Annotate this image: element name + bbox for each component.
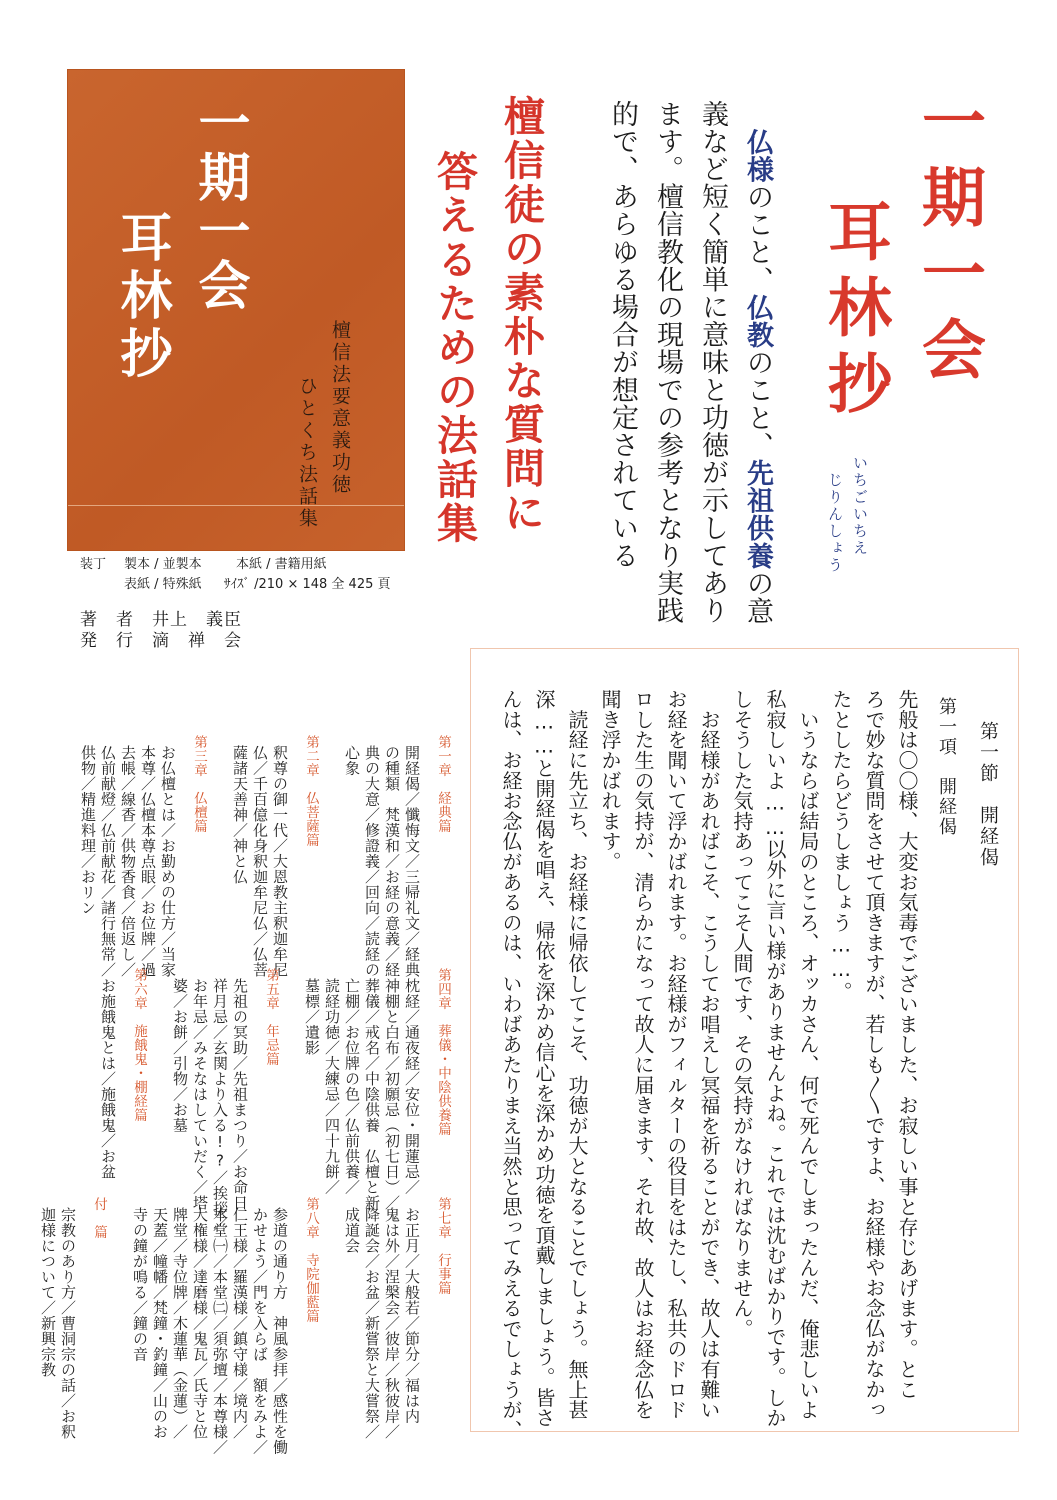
- sample-text-column: 深……と開経偈を唱え、帰依を深かめ信心を深かめ功徳を頂戴しましょう。皆さ: [532, 689, 556, 1428]
- toc-entry-line: 仁王様／羅漢様／鎮守様／境内／: [231, 1207, 249, 1440]
- toc-entry-line: お年忌／みそなはしていだく／塔: [191, 978, 209, 1211]
- toc-entry-line: 鬼は外／涅槃会／彼岸／秋彼岸／: [383, 1207, 401, 1440]
- spec-size: ｻｲｽﾞ /210 × 148 全 425 頁: [224, 577, 391, 592]
- intro-keyword: 仏様: [742, 128, 773, 184]
- intro-text-segment: のこと、: [742, 183, 773, 294]
- toc-row: [79, 735, 453, 978]
- author-name: 井上 義臣: [152, 610, 242, 630]
- intro-keyword: 先祖供養: [742, 459, 773, 570]
- sample-text-column: いうならば結局のところ、オッカさん、何で死んでしまったんだ、俺悲しいよ: [796, 689, 820, 1420]
- publisher-name: 滴 禅 会: [152, 631, 242, 651]
- section-heading: 第一節 開経偈: [977, 721, 999, 868]
- toc-chapter-heading: 第四章 葬儀・中陰供養篇: [435, 968, 451, 1136]
- sample-text-column: 読経に先立ち、お経様に帰依してこそ、功徳が大となることでしょう。無上甚: [565, 689, 589, 1420]
- book-specs: [80, 555, 391, 595]
- toc-entry-line: 仏前献燈／仏前献花／諸行無常／: [99, 745, 117, 978]
- intro-column: [687, 100, 732, 640]
- intro-text-segment: のこと、: [742, 348, 773, 460]
- toc-entry-line: お正月／大般若／節分／福は内: [403, 1207, 421, 1424]
- main-title-line-2: 耳林抄: [817, 198, 892, 426]
- toc-entry-line: 降誕会／お盆／新嘗祭と大嘗祭／: [363, 1207, 381, 1440]
- intro-text: [597, 100, 777, 640]
- toc-entry-line: 読経功徳／大練忌／四十九餅／: [323, 978, 341, 1195]
- intro-text-segment: 義など短く簡単に意味と功徳が示してあり: [697, 100, 728, 625]
- toc-row: [39, 1197, 453, 1455]
- sample-text-column: お経を聞いて浮かばれます。お経様がフィルターの役目をはたし、私共のドロド: [664, 689, 688, 1420]
- toc-chapter-heading: 付 篇: [91, 1197, 107, 1239]
- toc-entry-line: 大権様／達磨様／鬼瓦／氏寺と位: [191, 1207, 209, 1440]
- sample-excerpt-box: [470, 648, 1019, 1441]
- sample-body-text: [493, 689, 922, 1441]
- main-title-line-1: 一期一会: [911, 88, 986, 392]
- intro-text-segment: ます。檀信教化の現場での参考となり実践: [652, 100, 683, 625]
- toc-entry-line: かせよう／門を入らば 額をみよ／: [251, 1207, 269, 1455]
- toc-entry-line: 典の大意／修證義／回向／読経の: [363, 745, 381, 978]
- toc-entry-line: の種類 梵漢和／お経の意義／経: [383, 745, 401, 978]
- toc-entry-line: 牌堂／寺位牌／木蓮華（金蓮）／: [171, 1207, 189, 1440]
- toc-entry-line: 葬儀／戒名／中陰供養 仏檀と新: [363, 978, 381, 1211]
- publisher-label: 発 行: [80, 631, 134, 651]
- toc-entry-line: 墓標／遺影: [303, 978, 321, 1056]
- toc-chapter-heading: 第一章 経典篇: [435, 735, 451, 833]
- toc-chapter-heading: 第二章 仏菩薩篇: [303, 735, 319, 847]
- toc-entry-line: 先祖の冥助／先祖まつり／お命日: [231, 978, 249, 1211]
- toc-chapter-heading: 第六章 施餓鬼・棚経篇: [131, 968, 147, 1122]
- toc-entry-line: 供物／精進料理／おリン: [79, 745, 97, 916]
- spec-cover-paper: 表紙 / 特殊紙: [124, 577, 202, 592]
- headline-line-1: 檀信徒の素朴な質問に: [497, 95, 545, 535]
- cover-fold-line: [68, 505, 404, 506]
- sample-text-column: ロした生の気持が、清らかになって故人に届きます、それ故、故人はお経念仏を: [631, 689, 655, 1420]
- toc-chapter-heading: 第三章 仏檀篇: [191, 735, 207, 833]
- toc-entry-line: お仏檀とは／お勤めの仕方／当家: [159, 745, 177, 978]
- toc-entry-line: 開経偈／懺悔文／三帰礼文／経典: [403, 745, 421, 978]
- toc-entry-line: 本堂㈠／本堂㈡／須弥壇／本尊様／: [211, 1207, 229, 1455]
- toc-chapter-heading: 第五章 年忌篇: [263, 968, 279, 1066]
- intro-keyword: 仏教: [742, 293, 773, 349]
- toc-chapter-heading: 第七章 行事篇: [435, 1197, 451, 1295]
- sample-text-column: ろで妙な質問をさせて頂きますが、若しも〱ですよ、お経様やお念仏がなかっ: [862, 689, 886, 1420]
- intro-column: [642, 100, 687, 640]
- cover-subtitle-line-1: 檀信法要意義功徳: [329, 320, 351, 496]
- book-cover-image: [68, 70, 404, 550]
- toc-entry-line: 神棚と白布／初願忌（初七日）／: [383, 978, 401, 1211]
- toc-entry-line: 釈尊の御一代／大恩教主釈迦牟尼: [271, 745, 289, 978]
- toc-entry-line: 薩諸天善神／神と仏: [231, 745, 249, 885]
- toc-entry-line: 婆／お餅／引物／お墓: [171, 978, 189, 1133]
- intro-text-segment: 的で、あらゆる場合が想定されている: [607, 100, 638, 570]
- sample-text-column: たとしたらどうしましょう……。: [829, 689, 853, 1002]
- intro-column: [732, 100, 777, 640]
- toc-entry-line: 参道の通り方 神風参拝／感性を働: [271, 1207, 289, 1455]
- toc-entry-line: 寺の鐘が鳴る／鐘の音: [131, 1207, 149, 1362]
- toc-entry-line: 心象: [343, 745, 361, 776]
- credits: [80, 610, 242, 652]
- toc-entry-line: 成道会: [343, 1207, 361, 1254]
- sample-text-column: 聞き浮かばれます。: [598, 689, 622, 872]
- toc-entry-line: 亡棚／お位牌の色／仏前供養／: [343, 978, 361, 1195]
- furigana-line-2: じりんしょう: [826, 472, 844, 574]
- spec-binding: 製本 / 並製本: [124, 557, 202, 572]
- toc-entry-line: お施餓鬼とは／施餓鬼／お盆: [99, 978, 117, 1180]
- intro-column: [597, 100, 642, 640]
- sample-text-column: お経様があればこそ、こうしてお唱えし冥福を祈ることができ、故人は有難い: [697, 689, 721, 1420]
- sample-text-column: 先般は〇〇様、大変お気毒でございました、お寂しい事と存じあげます。とこ: [895, 689, 919, 1400]
- headline-line-2: 答えるための法話集: [430, 150, 478, 546]
- cover-title-line-1: 一期一会: [189, 96, 250, 312]
- furigana-line-1: いちごいちえ: [851, 455, 869, 557]
- sample-text-column: 私寂しいよ……以外に言い様がありませんよね。これでは沈むばかりです。しか: [763, 689, 787, 1428]
- toc-chapter-heading: 第八章 寺院伽藍篇: [303, 1197, 319, 1323]
- cover-title-line-2: 耳林抄: [111, 210, 172, 384]
- intro-text-segment: の意: [742, 569, 773, 625]
- spec-paper: 本紙 / 書籍用紙: [236, 557, 327, 572]
- author-label: 著 者: [80, 610, 134, 630]
- toc-entry-line: 迦様について／新興宗教: [39, 1207, 57, 1378]
- toc-entry-line: 祥月忌／玄関より入る!?／挨拶／: [211, 978, 229, 1232]
- toc-entry-line: 本尊／仏檀本尊点眼／お位牌／過: [139, 745, 157, 978]
- item-heading: 第一項 開経偈: [936, 697, 957, 837]
- toc-entry-line: 天蓋／幢幡／梵鐘・釣鐘／山のお: [151, 1207, 169, 1440]
- sample-text-column: んは、お経お念仏があるのは、いわばあたりまえ当然と思ってみえるでしょうが、: [499, 689, 523, 1441]
- toc-entry-line: 枕経／通夜経／安位・開蓮忌／: [403, 978, 421, 1195]
- sample-text-column: しそうした気持あってこそ人間です、その気持がなければなりません。: [730, 689, 754, 1339]
- toc-entry-line: 仏／千百億化身釈迦牟尼仏／仏菩: [251, 745, 269, 978]
- toc-entry-line: 宗教のあり方／曹洞宗の話／お釈: [59, 1207, 77, 1440]
- cover-subtitle-line-2: ひとくち法話集: [296, 376, 318, 530]
- toc-entry-line: 去帳／線香／供物香食／倍返し／: [119, 745, 137, 978]
- spec-binding-label: 装丁: [80, 557, 107, 572]
